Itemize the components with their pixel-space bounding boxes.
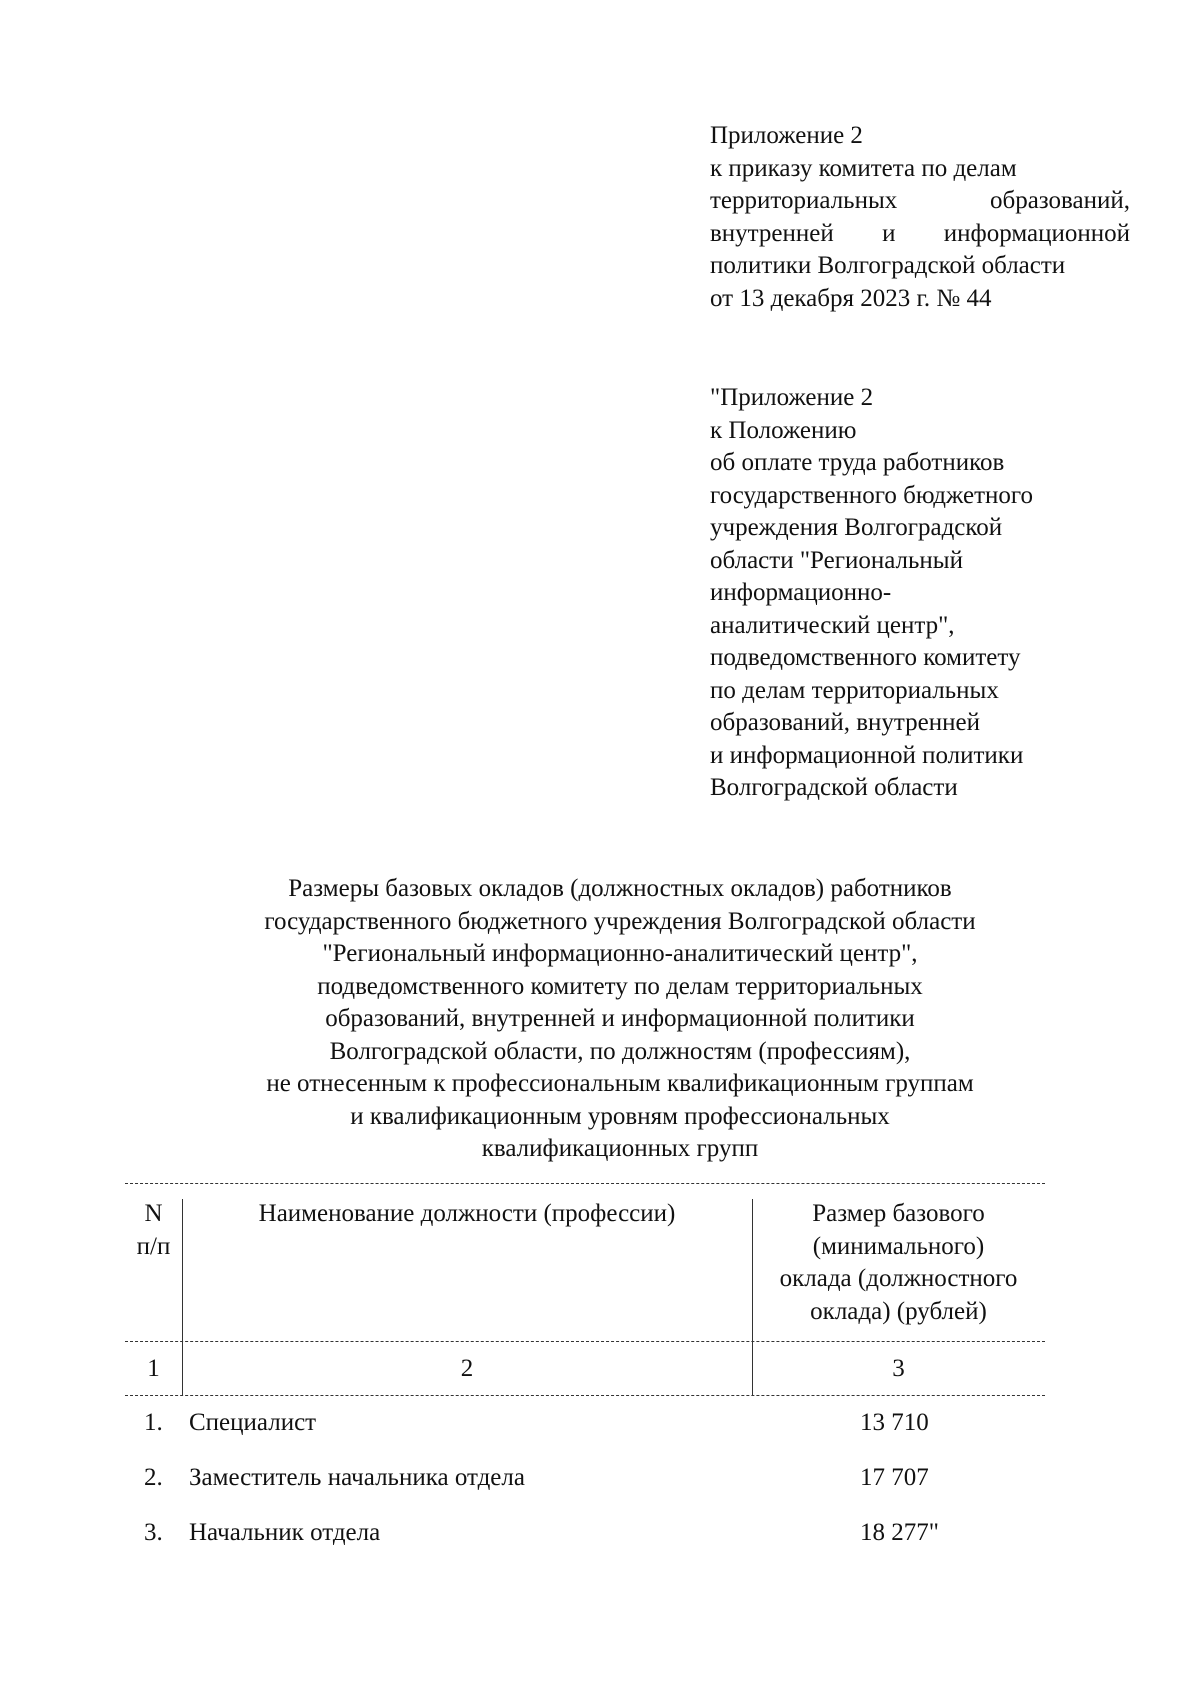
row-position-name: Заместитель начальника отдела: [189, 1464, 525, 1491]
header-salary-line: Размер базового: [812, 1200, 985, 1227]
title-line: не отнесенным к профессиональным квалификационным группам: [266, 1070, 974, 1097]
title-line: государственного бюджетного учреждения Волгоградской области: [264, 907, 976, 935]
regulation-appendix: [710, 382, 1130, 805]
column-number-3: 3: [892, 1355, 905, 1382]
appendix-header-line: от 13 декабря 2023 г. № 44: [710, 284, 992, 312]
table-rule-column-numbers: [125, 1395, 1045, 1396]
row-position-name: Начальник отдела: [189, 1519, 381, 1546]
appendix-header-line: политики Волгоградской области: [710, 252, 1066, 279]
row-salary: 13 710: [860, 1409, 929, 1436]
header-number: [125, 1198, 182, 1263]
appendix-header-line: к приказу комитета по делам: [710, 154, 1017, 182]
header-salary-line: (минимального): [812, 1232, 985, 1260]
row-number: 3.: [144, 1519, 163, 1546]
title-line: квалификационных групп: [481, 1135, 759, 1162]
table-rule-header: [125, 1341, 1045, 1342]
row-salary: 17 707: [860, 1464, 929, 1491]
regulation-appendix-line: и информационной политики: [710, 741, 1024, 769]
regulation-appendix-line: к Положению: [710, 416, 857, 444]
title-line: и квалификационным уровням профессиональных: [350, 1102, 890, 1130]
regulation-appendix-line: области "Региональный: [710, 546, 963, 574]
header-salary-line: оклада) (рублей): [810, 1297, 987, 1325]
appendix-header-line: Приложение 2: [710, 122, 863, 149]
regulation-appendix-line: государственного бюджетного: [710, 481, 1033, 509]
title-line: подведомственного комитету по делам территориальных: [317, 972, 923, 1000]
header-position-name-text: Наименование должности (профессии): [258, 1200, 676, 1227]
regulation-appendix-line: Волгоградской области: [710, 774, 958, 801]
header-number-line-2: п/п: [136, 1232, 171, 1260]
row-position-name: Специалист: [189, 1409, 317, 1436]
regulation-appendix-line: информационно-: [710, 579, 892, 606]
row-number: 2.: [144, 1464, 163, 1491]
title-line: образований, внутренней и информационной политики: [325, 1005, 915, 1032]
regulation-appendix-line: по делам территориальных: [710, 676, 999, 704]
header-number-line-1: N: [144, 1200, 163, 1227]
table-rule-top: [125, 1183, 1045, 1184]
title-line: Размеры базовых окладов (должностных окладов) работников: [288, 875, 952, 902]
column-number-1: 1: [147, 1355, 160, 1382]
row-number: 1.: [144, 1409, 163, 1436]
title-line: "Региональный информационно-аналитический центр",: [322, 940, 918, 967]
appendix-header: [710, 120, 1130, 315]
header-position-name: [182, 1198, 752, 1231]
document-title: [200, 873, 1040, 1166]
regulation-appendix-line: "Приложение 2: [710, 384, 874, 411]
regulation-appendix-line: аналитический центр",: [710, 611, 955, 639]
appendix-header-line: внутренней и информационной: [710, 219, 1130, 247]
regulation-appendix-line: подведомственного комитету: [710, 644, 1021, 671]
row-salary: 18 277": [860, 1519, 939, 1546]
regulation-appendix-line: образований, внутренней: [710, 709, 980, 736]
column-number-2: 2: [460, 1355, 474, 1382]
header-salary-line: оклада (должностного: [779, 1265, 1018, 1292]
title-line: Волгоградской области, по должностям (профессиям),: [329, 1037, 911, 1065]
header-salary: [752, 1198, 1045, 1328]
appendix-header-line: территориальных образований,: [710, 187, 1130, 214]
regulation-appendix-line: учреждения Волгоградской: [710, 514, 1003, 541]
regulation-appendix-line: об оплате труда работников: [710, 449, 1005, 476]
